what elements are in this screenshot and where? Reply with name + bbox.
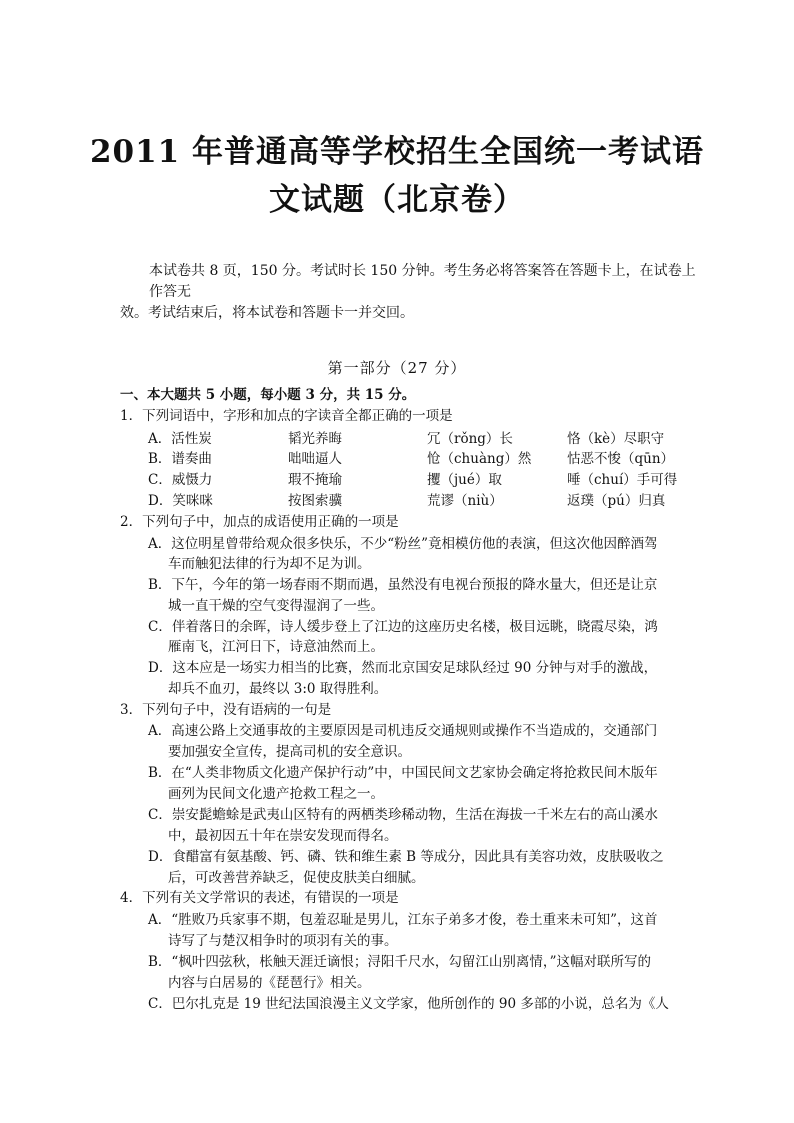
q2-option-a-line-2: 车而触犯法律的行为却不足为训。 — [168, 556, 371, 572]
q1-row-a-col-1: A．活性炭 — [148, 431, 212, 447]
q1-row-a-col-4: 恪（kè）尽职守 — [567, 431, 665, 447]
q1-row-a-col-2: 韬光养晦 — [288, 431, 342, 447]
q3-stem: 3．下列句子中，没有语病的一句是 — [120, 702, 332, 718]
q3-option-d-line-2: 后，可改善营养缺乏，促使皮肤美白细腻。 — [168, 870, 425, 886]
q4-stem: 4．下列有关文学常识的表述，有错误的一项是 — [120, 890, 399, 906]
q3-option-c-line-2: 中，最初因五十年在崇安发现而得名。 — [168, 828, 398, 844]
q1-row-b-col-1: B．谱奏曲 — [148, 451, 212, 467]
q3-option-a-line-1: A．高速公路上交通事故的主要原因是司机违反交通规则或操作不当造成的，交通部门 — [148, 723, 658, 739]
q1-row-c-col-1: C．威慑力 — [148, 472, 213, 488]
section-title: 第一部分（27 分） — [327, 359, 467, 377]
q4-option-a-line-2: 诗写了与楚汉相争时的项羽有关的事。 — [168, 933, 398, 949]
q1-row-d-col-3: 荒谬（niù） — [427, 493, 503, 509]
q2-option-b-line-1: B．下午，今年的第一场春雨不期而遇，虽然没有电视台预报的降水量大，但还是让京 — [148, 577, 658, 593]
intro-line-3: 效。考试结束后，将本试卷和答题卡一并交回。 — [120, 305, 414, 321]
q1-row-c-col-2: 瑕不掩瑜 — [288, 472, 342, 488]
q1-row-c-col-3: 攫（jué）取 — [427, 472, 502, 488]
q1-row-d-col-4: 返璞（pú）归真 — [567, 493, 666, 509]
exam-title-line-2: 文试题（北京卷） — [269, 182, 525, 218]
q4-option-c-line-1: C．巴尔扎克是 19 世纪法国浪漫主义文学家，他所创作的 90 多部的小说，总名为《人 — [148, 996, 669, 1012]
q2-option-c-line-1: C．伴着落日的余晖，诗人缓步登上了江边的这座历史名楼，极目远眺，晓霞尽染，鸿 — [148, 619, 658, 635]
exam-title-line-1: 2011 年普通高等学校招生全国统一考试语 — [89, 134, 705, 170]
q2-option-d-line-1: D．这本应是一场实力相当的比赛，然而北京国安足球队经过 90 分钟与对手的激战， — [148, 660, 658, 676]
q1-row-c-col-4: 唾（chuí）手可得 — [567, 472, 678, 488]
q2-option-b-line-2: 城一直干燥的空气变得湿润了一些。 — [168, 598, 384, 614]
q2-stem: 2．下列句子中，加点的成语使用正确的一项是 — [120, 514, 399, 530]
q3-option-c-line-1: C．崇安髭蟾蜍是武夷山区特有的两栖类珍稀动物，生活在海拔一千米左右的高山溪水 — [148, 807, 658, 823]
intro-line-1: 本试卷共 8 页，150 分。考试时长 150 分钟。考生务必将答案答在答题卡上，在试卷上 — [149, 263, 696, 279]
q1-row-b-col-3: 怆（chuàng）然 — [427, 451, 532, 467]
intro-line-2: 作答无 — [149, 284, 191, 300]
q1-row-b-col-4: 怙恶不悛（qūn） — [567, 451, 675, 467]
q3-option-d-line-1: D．食醋富有氨基酸、钙、磷、铁和维生素 B 等成分，因此具有美容功效，皮肤吸收之 — [148, 849, 664, 865]
q3-option-b-line-1: B．在“人类非物质文化遗产保护行动”中，中国民间文艺家协会确定将抢救民间木版年 — [148, 765, 658, 781]
q4-option-b-line-1: B．“枫叶四弦秋，枨触天涯迁谪恨；浔阳千尺水，勾留江山别离情，”这幅对联所写的 — [148, 954, 651, 970]
q4-option-b-line-2: 内容与白居易的《琵琶行》相关。 — [168, 975, 371, 991]
q1-row-d-col-1: D．笑咪咪 — [148, 493, 213, 509]
q2-option-d-line-2: 却兵不血刃，最终以 3:0 取得胜利。 — [168, 681, 388, 697]
q1-stem: 1．下列词语中，字形和加点的字读音全都正确的一项是 — [120, 408, 453, 424]
q1-row-d-col-2: 按图索骥 — [288, 493, 342, 509]
q2-option-a-line-1: A．这位明星曾带给观众很多快乐，不少“粉丝”竟相模仿他的表演，但这次他因醉酒驾 — [148, 536, 658, 552]
q3-option-b-line-2: 画列为民间文化遗产抢救工程之一。 — [168, 786, 384, 802]
q2-option-c-line-2: 雁南飞，江河日下，诗意油然而上。 — [168, 639, 384, 655]
q3-option-a-line-2: 要加强安全宣传，提高司机的安全意识。 — [168, 744, 411, 760]
q1-row-a-col-3: 冗（rǒng）长 — [427, 431, 513, 447]
part-instruction: 一、本大题共 5 小题，每小题 3 分，共 15 分。 — [120, 387, 416, 403]
q1-row-b-col-2: 咄咄逼人 — [288, 451, 342, 467]
q4-option-a-line-1: A．“胜败乃兵家事不期，包羞忍耻是男儿，江东子弟多才俊，卷土重来未可知”，这首 — [148, 912, 658, 928]
